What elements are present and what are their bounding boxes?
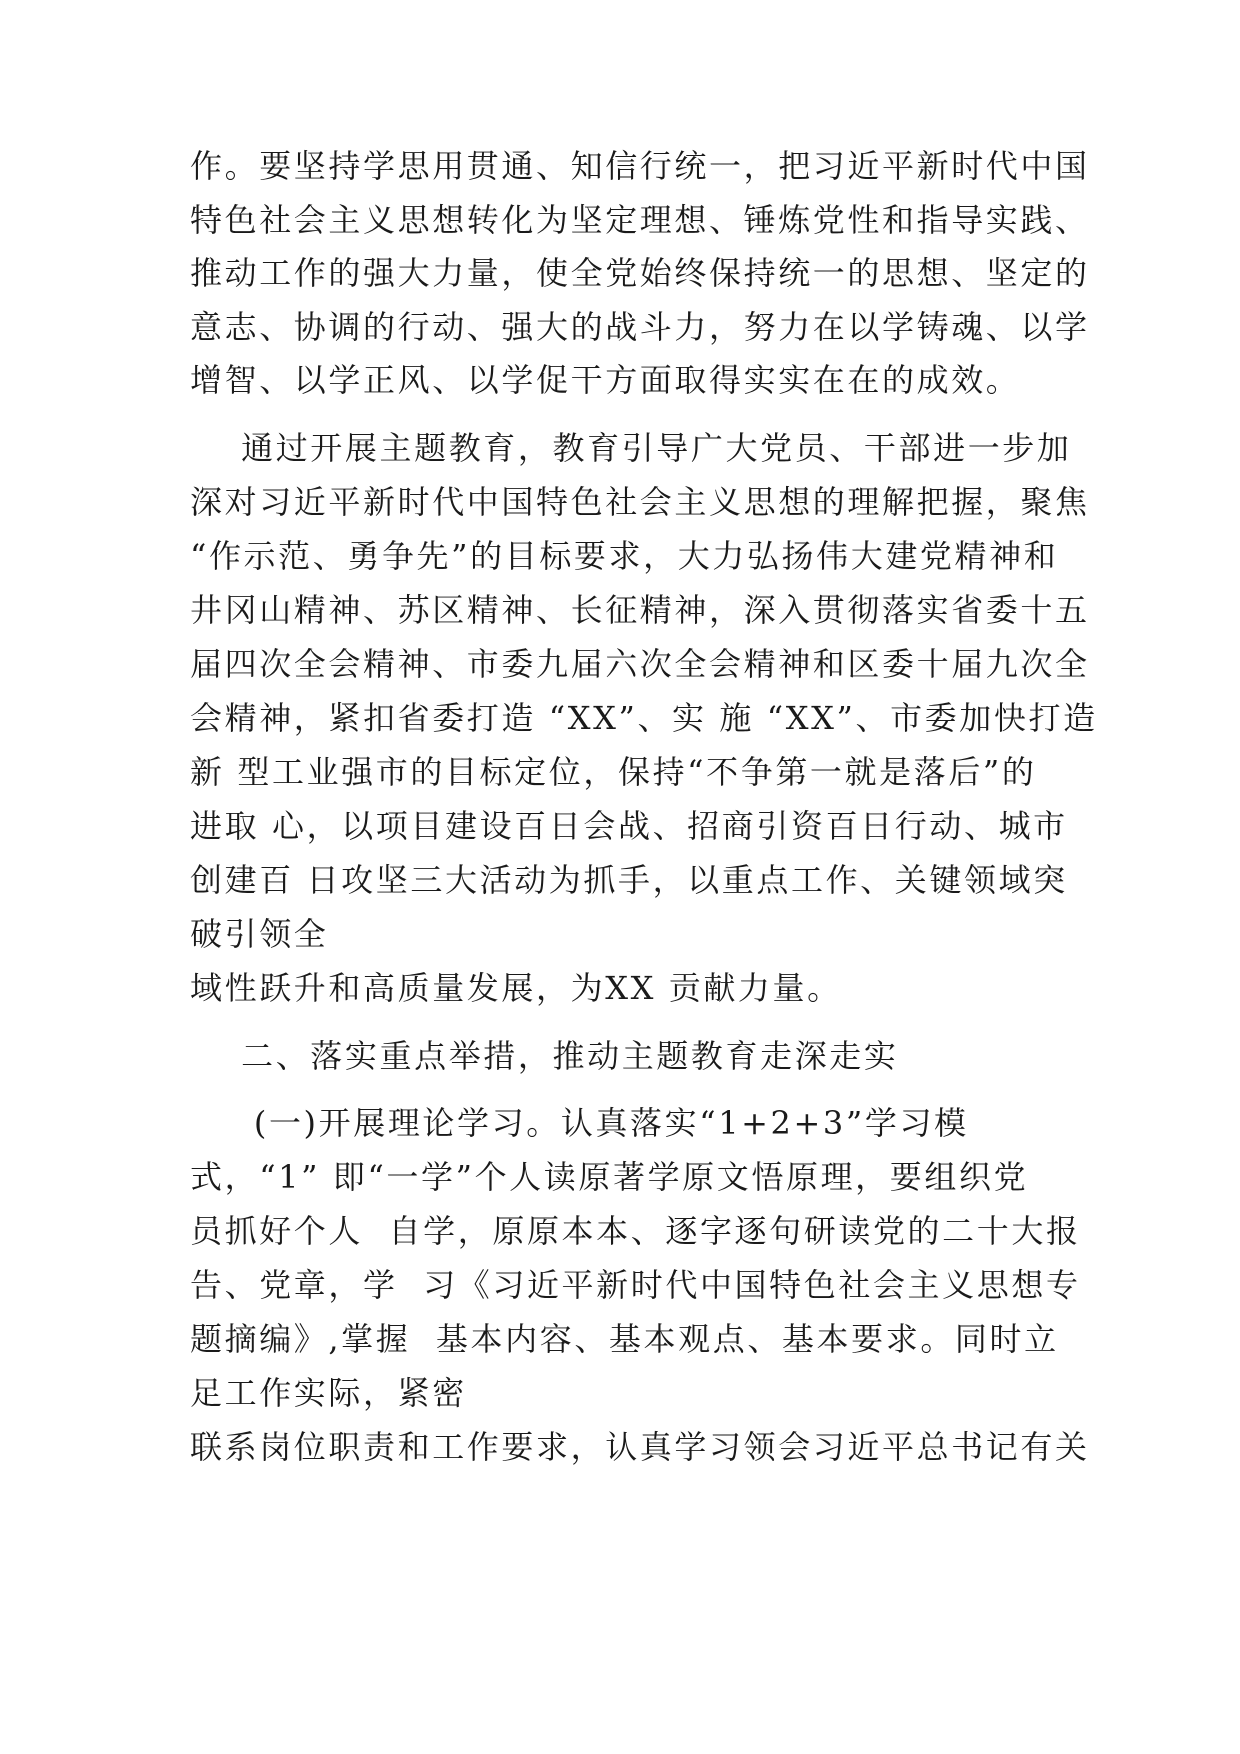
text-line: 员抓好个人 自学，原原本本、逐字逐句研读党的二十大报	[190, 1212, 1081, 1250]
text-line: 届四次全会精神、市委九届六次全会精神和区委十届九次全	[190, 645, 1090, 683]
text-line: 增智、以学正风、以学促干方面取得实实在在的成效。	[190, 361, 1021, 399]
text-line: 意志、协调的行动、强大的战斗力，努力在以学铸魂、以学	[190, 308, 1090, 346]
text-line: 新 型工业强市的目标定位，保持“不争第一就是落后”的	[190, 753, 1037, 791]
text-line: 足工作实际，紧密	[190, 1374, 467, 1412]
text-line: 会精神，紧扣省委打造 “XX”、实 施 “XX”、市委加快打造	[190, 699, 1098, 737]
text-line: 深对习近平新时代中国特色社会主义思想的理解把握，聚焦	[190, 483, 1090, 521]
text-line: 进取 心，以项目建设百日会战、招商引资百日行动、城市	[190, 807, 1068, 845]
text-line: 作。要坚持学思用贯通、知信行统一，把习近平新时代中国	[190, 147, 1090, 185]
section-heading: 二、落实重点举措，推动主题教育走深走实	[190, 1037, 899, 1075]
subsection-first-line: (一)开展理论学习。认真落实“1+2+3”学习模	[190, 1104, 969, 1142]
text-line: 创建百 日攻坚三大活动为抓手，以重点工作、关键领域突	[190, 861, 1068, 899]
text-line: 联系岗位职责和工作要求，认真学习领会习近平总书记有关	[190, 1428, 1090, 1466]
text-line: 式，“1” 即“一学”个人读原著学原文悟原理，要组织党	[190, 1158, 1029, 1196]
text-line: 题摘编》,掌握 基本内容、基本观点、基本要求。同时立	[190, 1320, 1059, 1358]
text-line: 告、党章，学 习《习近平新时代中国特色社会主义思想专	[190, 1266, 1081, 1304]
text-line: “作示范、勇争先”的目标要求，大力弘扬伟大建党精神和	[190, 537, 1059, 575]
paragraph-first-line: 通过开展主题教育，教育引导广大党员、干部进一步加	[190, 429, 1072, 467]
text-line: 推动工作的强大力量，使全党始终保持统一的思想、坚定的	[190, 254, 1090, 292]
text-line: 井冈山精神、苏区精神、长征精神，深入贯彻落实省委十五	[190, 591, 1090, 629]
text-line: 破引领全	[190, 915, 329, 953]
text-line: 特色社会主义思想转化为坚定理想、锤炼党性和指导实践、	[190, 201, 1090, 239]
text-line: 域性跃升和高质量发展，为XX 贡献力量。	[190, 969, 842, 1007]
